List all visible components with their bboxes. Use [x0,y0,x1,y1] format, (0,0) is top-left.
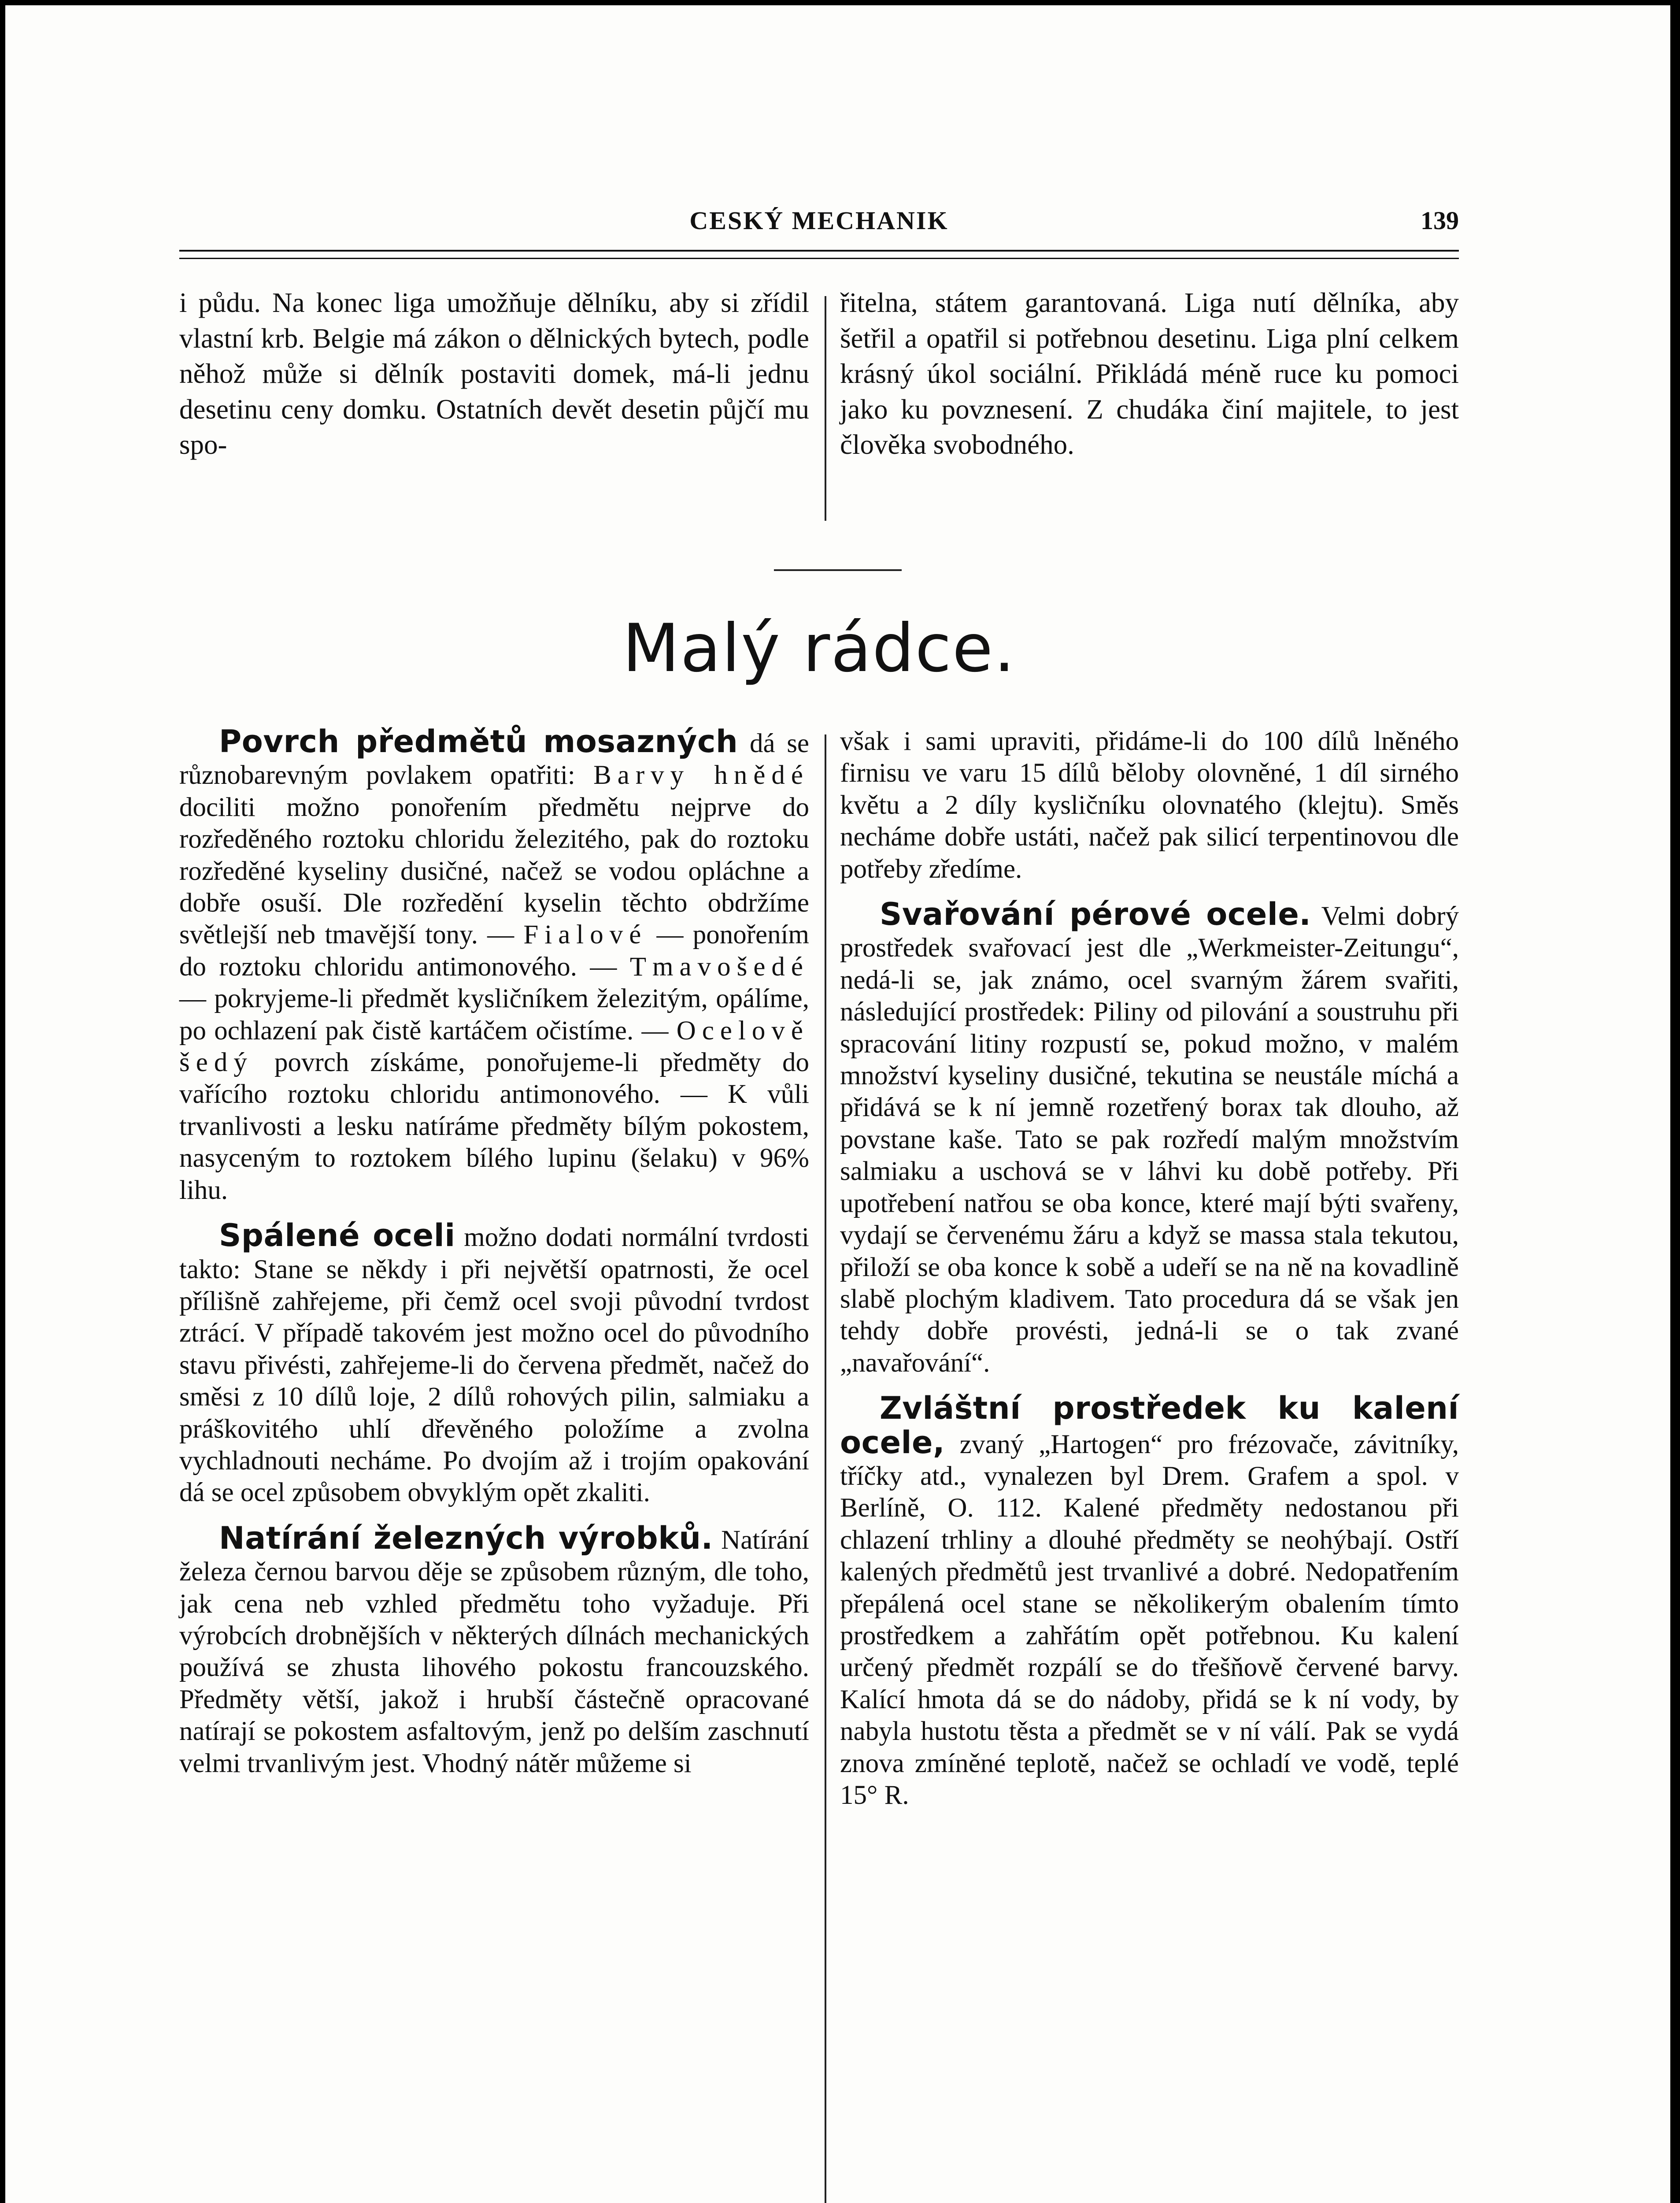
continued-paragraph-left: i půdu. Na konec liga umožňuje dělníku, aby si zřídil vlastní krb. Belgie má zákon o dělnických bytech, podle něhož může si dělník postaviti domek, má-li jednu desetinu ceny domku. Ostatních devět desetin půjčí mu spo- [179,287,809,460]
article-heading: Svařování pérové ocele. [880,896,1311,933]
article-text: však i sami upraviti, přidáme-li do 100 dílů lněného firnisu ve varu 15 dílů běloby olovněné, 1 díl sirného květu a 2 díly kysličníku olovnatého (klejtu). Směs necháme dobře ustáti, načež pak silicí terpentinovou dle potřeby zředíme. [840,727,1459,884]
page-number: 139 [1421,206,1459,235]
article-text: — pokryjeme-li předmět kysličníkem železitým, opálíme, po ochlazení pak čistě kartáčem očistíme. — [179,984,809,1046]
article-text: možno dodati normální tvrdosti takto: Stane se někdy i při největší opatrnosti, že ocel přílišně zahřejeme, při čemž ocel svoji původní tvrdost ztrácí. V případě takovém jest možno ocel do původního stavu přivésti, zahřejeme-li do červena předmět, načež do směsi z 10 dílů loje, 2 dílů rohových pilin, salmiaku a práškovitého uhlí dřevěného položíme a zvolna vychladnouti necháme. Po dvojím až i trojím opakování dá se ocel způsobem obvyklým opět zkaliti. [179,1223,809,1508]
column-left [179,723,810,1780]
continued-paragraph-right: řitelna, státem garantovaná. Liga nutí dělníka, aby šetřil a opatřil si potřebnou desetinu. Liga plní celkem krásný úkol sociální. Přikládá méně ruce ku pomoci jako ku povznesení. Z chudáka činí majitele, to jest člověka svobodného. [840,287,1459,460]
section-title: Malý rádce. [622,610,1016,687]
article-text: povrch získáme, ponořujeme-li předměty do vařícího roztoku chloridu antimonového. — K vůli trvanlivosti a lesku natíráme předměty bílým pokostem, nasyceným to roztokem bílého lupinu (šelaku) v 96% lihu. [179,1048,809,1205]
column-divider-main [825,734,826,2203]
article-text: Natírání železa černou barvou děje se způsobem různým, dle toho, jak cena neb vzhled předmětu toho vyžaduje. Při výrobcích drobnějších v některých dílnách mechanických používá se zhusta lihového pokostu francouzského. Předměty větší, jakož i hrubší částečně opracované natírají se pokostem asfaltovým, jenž po delším zaschnutí velmi trvanlivým jest. Vhodný nátěr můžeme si [179,1525,809,1778]
article-text: zvaný „Hartogen“ pro frézovače, závitníky, tříčky atd., vynalezen byl Drem. Grafem a spol. v Berlíně, O. 112. Kalené předměty nedostanou při chlazení trhliny a dlouhé předměty se neohýbají. Ostří kalených předmětů jest trvanlivé a dobré. Nedopatřením přepálená ocel stane se několikerým obalením tímto prostředkem a zahřátím opět potřebnou. Ku kalení určený předmět rozpálí se do třešňově červené barvy. Kalící hmota dá se do nádoby, přidá se k ní vody, by nabyla hustotu těsta a předmět se v ní válí. Pak se vydá znova zmíněné teplotě, načež se ochladí ve vodě, teplé 15° R. [840,1429,1459,1810]
page [5,5,1670,2203]
spaced-term: Tmavošedé [629,952,809,982]
article-heading: Povrch předmětů mosazných [219,723,738,760]
article-text: — ponořením do roztoku chloridu antimonového. — [179,920,809,982]
spaced-term: Barvy hnědé [593,760,809,790]
article-heading: Natírání železných výrobků. [219,1520,713,1556]
header-double-rule [179,250,1459,259]
article-text: dociliti možno ponořením předmětu nejprve do rozředěného roztoku chloridu železitého, pak do roztoku rozředěné kyseliny dusičné, načež se vodou opláchne a dobře osuší. Dle rozředění kyselin těchto obdržíme světlejší neb tmavější tony. — [179,792,809,950]
section-separator-rule [774,569,902,571]
article-painting-iron-continued [840,726,1459,885]
continued-text-left [179,285,809,463]
article-text: Velmi dobrý prostředek svařovací jest dle „Werkmeister-Zeitungu“, nedá-li se, jak známo, ocel svarným žárem svařiti, následující prostředek: Piliny od pilování a soustruhu při spracování litiny rozpustí se, pokud možno, v malém množství kyseliny dusičné, tekutina se neustále míchá a přidává se k ní jemně rozetřený borax tak dlouho, až povstane kaše. Tato se pak rozředí malým množstvím salmiaku a uschová se v láhvi ku době potřeby. Při upotřebení natřou se oba konce, které mají býti svařeny, vydají se červenému žáru a když se massa stala tekutou, přiloží se oba konce k sobě a udeří se na ně na kovadlině slabě plochým kladivem. Tato procedura dá se však jen tehdy dobře provésti, jedná-li se o tak zvané „navařování“. [840,901,1459,1378]
spaced-term: Ocelově šedý [179,1016,810,1078]
article-painting-iron [179,1522,809,1780]
article-burnt-steel [179,1217,809,1509]
journal-title: CESKÝ MECHANIK [689,206,949,235]
article-text: dá se různobarevným povlakem opatřiti: [179,729,810,790]
running-header [179,206,1459,241]
article-welding-spring-steel [840,898,1459,1379]
continued-text-right [840,285,1459,463]
column-divider-top [825,296,826,521]
article-heading: Spálené oceli [219,1217,455,1254]
article-hardening-agent [840,1392,1459,1811]
column-right [840,726,1459,1811]
article-heading: Zvláštní prostředek ku kalení ocele, [840,1390,1459,1461]
article-brass-surface [179,723,810,1206]
spaced-term: Fialové [523,920,648,950]
